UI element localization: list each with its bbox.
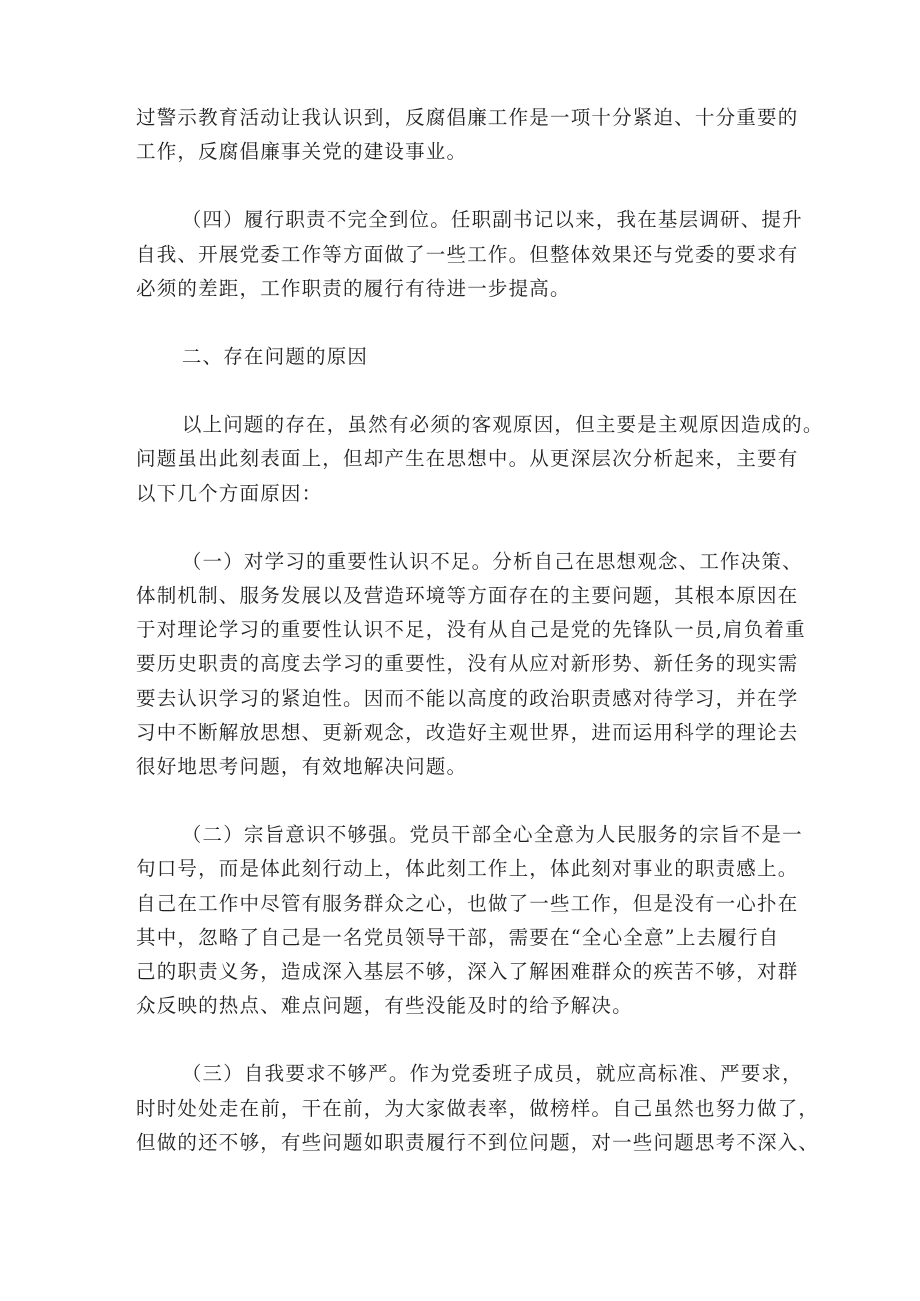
section-heading-text: 二、存在问题的原因 [181, 345, 369, 369]
text-line: 自我、开展党委工作等方面做了一些工作。但整体效果还与党委的要求有 [136, 242, 799, 266]
text-line: 时时处处走在前，干在前，为大家做表率，做榜样。自己虽然也努力做了， [136, 1096, 820, 1120]
text-line: （三）自我要求不够严。作为党委班子成员，就应高标准、严要求， [181, 1062, 803, 1086]
text-line: 体制机制、服务发展以及营造环境等方面存在的主要问题，其根本原因在 [136, 584, 799, 608]
text-line: （四）履行职责不完全到位。任职副书记以来，我在基层调研、提升 [181, 208, 803, 232]
paragraph-self-discipline [136, 1057, 820, 1160]
document-body [136, 101, 824, 1194]
text-line: 其中，忽略了自己是一名党员领导干部，需要在“全心全意”上去履行自 [136, 925, 780, 949]
paragraph-learning-importance [136, 545, 806, 784]
paragraph-warning-education [136, 101, 799, 169]
text-line: 过警示教育活动让我认识到，反腐倡廉工作是一项十分紧迫、十分重要的 [136, 106, 799, 129]
text-line: 要去认识学习的紧迫性。因而不能以高度的政治职责感对待学习，并在学 [136, 686, 799, 710]
text-line: 以上问题的存在，虽然有必须的客观原因，但主要是主观原因造成的。 [181, 413, 824, 437]
text-line: 于对理论学习的重要性认识不足，没有从自己是党的先锋队一员,肩负着重 [136, 618, 806, 642]
text-line: 很好地思考问题，有效地解决问题。 [136, 755, 468, 779]
section-heading [136, 340, 796, 374]
text-line: （二）宗旨意识不够强。党员干部全心全意为人民服务的宗旨不是一 [181, 823, 803, 847]
paragraph-duty-performance [136, 203, 803, 306]
paragraph-causes-intro [136, 408, 824, 511]
text-line: 以下几个方面原因： [136, 481, 323, 505]
text-line: 工作，反腐倡廉事关党的建设事业。 [136, 140, 468, 164]
text-line: （一）对学习的重要性认识不足。分析自己在思想观念、工作决策、 [181, 549, 803, 573]
text-line: 问题虽出此刻表面上，但却产生在思想中。从更深层次分析起来，主要有 [136, 447, 799, 471]
text-line: 己的职责义务，造成深入基层不够，深入了解困难群众的疾苦不够，对群 [136, 960, 799, 984]
text-line: 要历史职责的高度去学习的重要性，没有从应对新形势、新任务的现实需 [136, 652, 799, 676]
text-line: 习中不断解放思想、更新观念，改造好主观世界，进而运用科学的理论去 [136, 720, 799, 744]
text-line: 众反映的热点、难点问题，有些没能及时的给予解决。 [136, 994, 633, 1018]
paragraph-purpose-awareness [136, 818, 803, 1023]
text-line: 自己在工作中尽管有服务群众之心，也做了一些工作，但是没有一心扑在 [136, 891, 799, 915]
text-line: 必须的差距，工作职责的履行有待进一步提高。 [136, 276, 571, 300]
text-line: 句口号，而是体此刻行动上，体此刻工作上，体此刻对事业的职责感上。 [136, 857, 799, 881]
text-line: 但做的还不够，有些问题如职责履行不到位问题，对一些问题思考不深入、 [136, 1130, 820, 1154]
